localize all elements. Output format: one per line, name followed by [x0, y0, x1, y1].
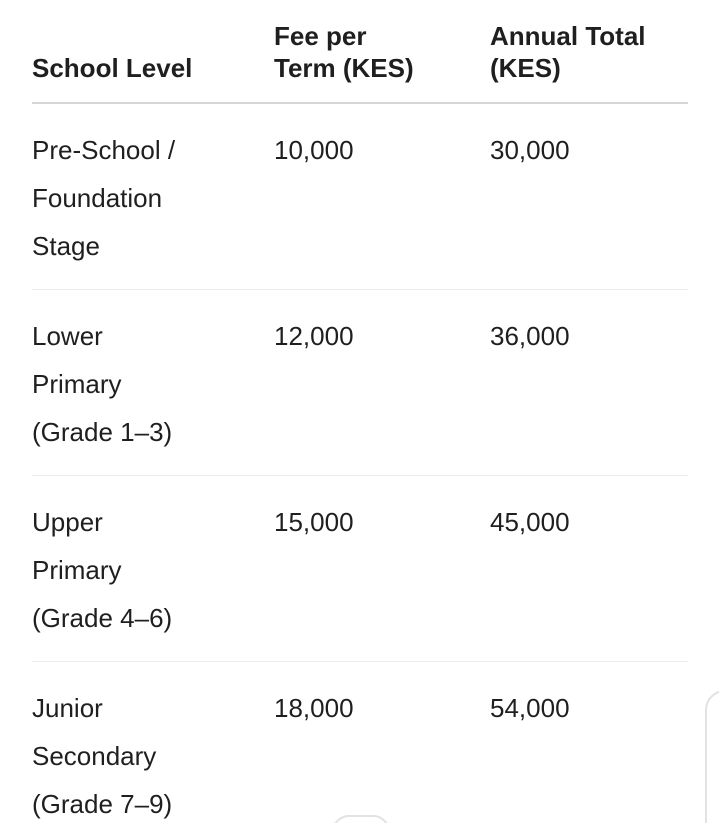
header-school-level: School Level	[32, 53, 193, 83]
school-level-line: Junior	[32, 693, 103, 723]
school-level-line: Secondary	[32, 741, 157, 771]
school-level-line: Stage	[32, 231, 100, 261]
cell-school-level	[32, 684, 232, 823]
school-level-line: Upper	[32, 507, 103, 537]
table-row	[32, 290, 688, 476]
school-level-line: (Grade 4–6)	[32, 603, 173, 633]
cell-fee-per-term: 18,000	[274, 693, 354, 723]
cell-school-level	[32, 498, 232, 642]
cell-annual-total: 30,000	[490, 135, 570, 165]
table-row	[32, 476, 688, 662]
school-level-line: Lower	[32, 321, 103, 351]
school-level-line: Primary	[32, 555, 122, 585]
header-annual-total-line-1: Annual Total	[490, 21, 646, 51]
table-row	[32, 662, 688, 823]
cell-annual-total: 36,000	[490, 321, 570, 351]
cell-school-level	[32, 126, 232, 270]
cell-annual-total: 54,000	[490, 693, 570, 723]
cell-annual-total: 45,000	[490, 507, 570, 537]
header-annual-total	[490, 20, 690, 84]
cell-fee-per-term: 10,000	[274, 135, 354, 165]
table-row	[32, 104, 688, 290]
header-annual-total-line-2: (KES)	[490, 53, 561, 83]
school-level-line: Pre-School /	[32, 135, 176, 165]
school-level-line: (Grade 1–3)	[32, 417, 173, 447]
header-fee-per-term-line-1: Fee per	[274, 21, 367, 51]
fee-table	[32, 0, 688, 823]
school-level-line: (Grade 7–9)	[32, 789, 173, 819]
cell-school-level	[32, 312, 232, 456]
floating-side-handle[interactable]	[705, 690, 719, 823]
school-level-line: Foundation	[32, 183, 163, 213]
header-fee-per-term	[274, 20, 474, 84]
table-header-row	[32, 0, 688, 104]
school-level-line: Primary	[32, 369, 122, 399]
cell-fee-per-term: 15,000	[274, 507, 354, 537]
header-fee-per-term-line-2: Term (KES)	[274, 53, 414, 83]
scroll-up-handle[interactable]	[332, 815, 390, 823]
cell-fee-per-term: 12,000	[274, 321, 354, 351]
